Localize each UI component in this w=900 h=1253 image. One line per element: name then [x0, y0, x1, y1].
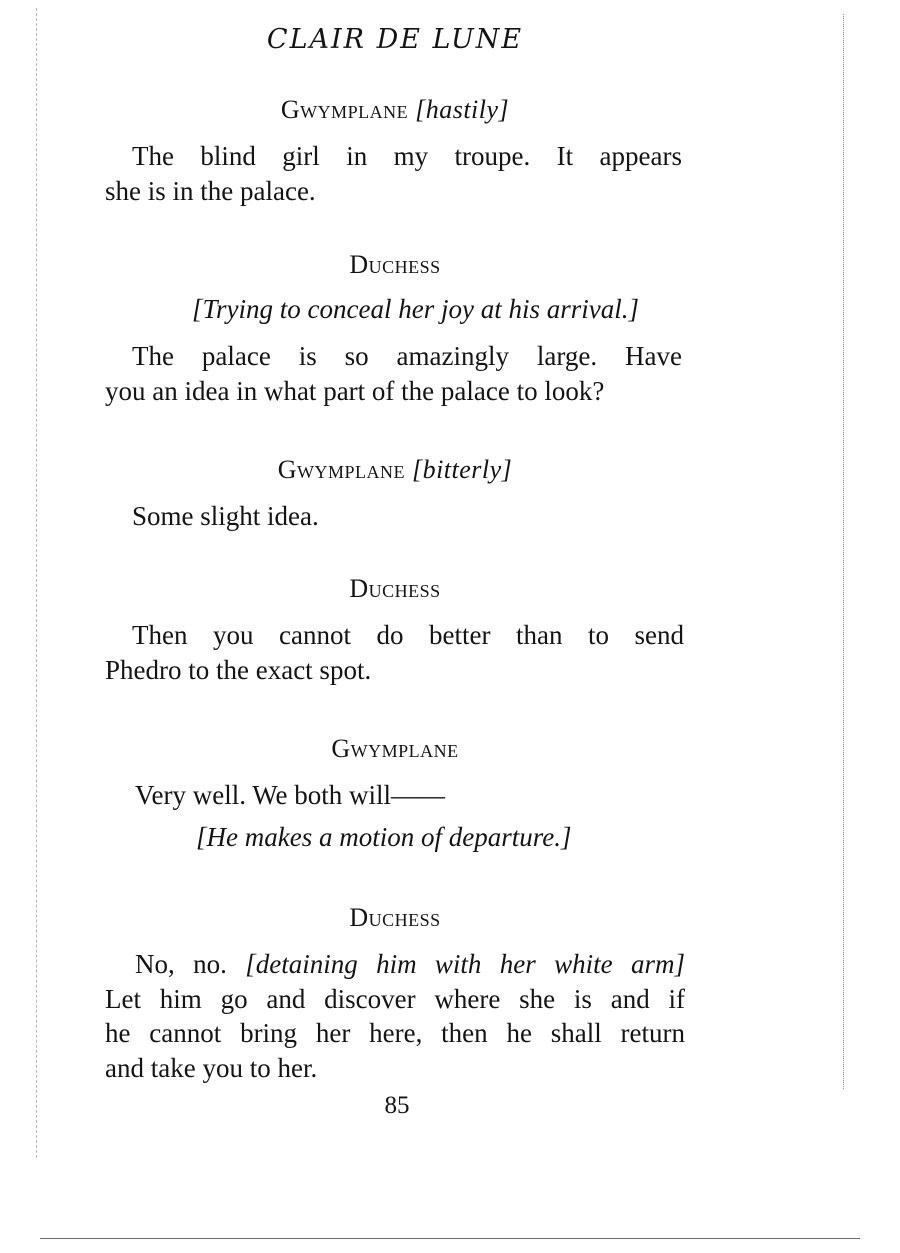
running-head: CLAIR DE LUNE — [266, 24, 524, 55]
speaker-direction: [hastily] — [415, 95, 510, 124]
scan-edge-bottom — [40, 1238, 860, 1239]
speaker-heading — [0, 734, 790, 764]
speaker-name: Duchess — [349, 903, 441, 932]
dialogue-line: she is in the palace. — [105, 176, 316, 206]
dialogue-line: he cannot bring her here, then he shall return — [105, 1018, 685, 1048]
dialogue-line: Some slight idea. — [132, 501, 319, 531]
dialogue-line: Let him go and discover where she is and if — [105, 984, 685, 1014]
dialogue-line — [135, 947, 685, 981]
dialogue-line: Very well. We both will—— — [135, 780, 446, 810]
dialogue-line: The blind girl in my troupe. It appears — [132, 141, 682, 171]
stage-direction: [Trying to conceal her joy at his arrival.] — [192, 294, 639, 324]
dialogue-line: Then you cannot do better than to send — [132, 620, 684, 650]
speaker-name: Duchess — [349, 574, 441, 603]
speaker-heading — [0, 95, 790, 125]
speaker-heading — [0, 455, 790, 485]
speaker-name: Gwymplane — [277, 455, 405, 484]
dialogue-line: and take you to her. — [105, 1053, 318, 1083]
speaker-name: Gwymplane — [280, 95, 409, 124]
dialogue-line: The palace is so amazingly large. Have — [132, 341, 682, 371]
scan-edge-right — [843, 14, 844, 1089]
speaker-heading — [0, 250, 790, 280]
speaker-name: Duchess — [349, 250, 441, 279]
speaker-heading — [0, 574, 790, 604]
dialogue-line-start: No, no. — [135, 949, 227, 979]
dialogue-line: Phedro to the exact spot. — [105, 655, 372, 685]
speaker-heading — [0, 903, 790, 933]
page-number: 85 — [384, 1092, 410, 1119]
dialogue-line: you an idea in what part of the palace to look? — [105, 376, 605, 406]
speaker-direction: [bitterly] — [411, 455, 513, 484]
stage-direction: [He makes a motion of departure.] — [196, 822, 572, 852]
inline-stage-direction: [detaining him with her white arm] — [245, 949, 686, 979]
speaker-name: Gwymplane — [331, 734, 459, 763]
